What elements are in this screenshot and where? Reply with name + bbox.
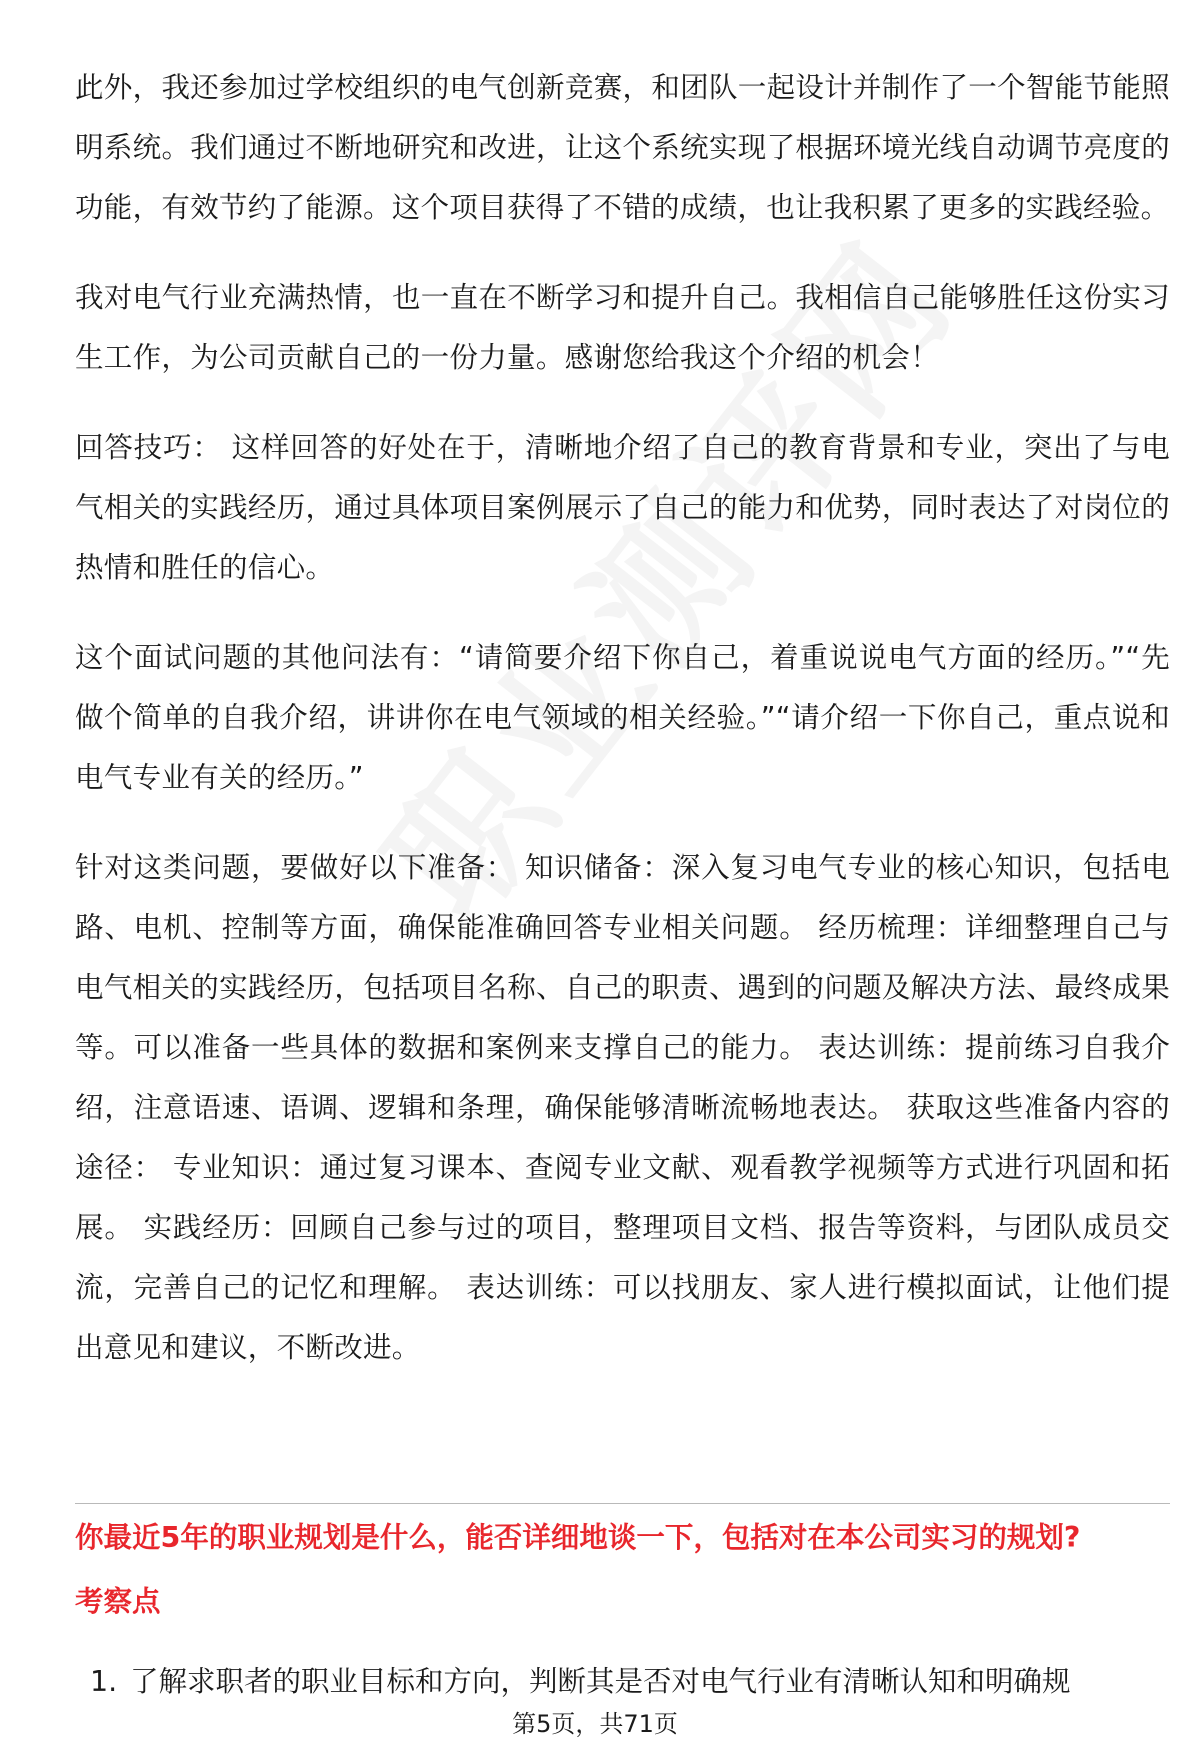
question-heading: 你最近5年的职业规划是什么，能否详细地谈一下，包括对在本公司实习的规划? [75,1521,1081,1554]
list-item-text: 了解求职者的职业目标和方向，判断其是否对电气行业有清晰认知和明确规 [130,1665,1071,1698]
page-footer: 第5页，共71页 [512,1710,678,1738]
section-label-assessment-points: 考察点 [75,1585,161,1618]
section-divider [75,1503,1170,1504]
list-item [90,1652,1170,1712]
paragraph-closing-statement: 我对电气行业充满热情，也一直在不断学习和提升自己。我相信自己能够胜任这份实习生工作，为公司贡献自己的一份力量。感谢您给我这个介绍的机会！ [75,281,1170,374]
paragraph-alternative-questions: 这个面试问题的其他问法有：“请简要介绍下你自己，着重说说电气方面的经历。”“先做个简单的自我介绍，讲讲你在电气领域的相关经验。”“请介绍一下你自己，重点说和电气专业有关的经历。” [75,641,1170,794]
paragraph-project-experience: 此外，我还参加过学校组织的电气创新竞赛，和团队一起设计并制作了一个智能节能照明系统。我们通过不断地研究和改进，让这个系统实现了根据环境光线自动调节亮度的功能，有效节约了能源。这个项目获得了不错的成绩，也让我积累了更多的实践经验。 [75,71,1170,224]
paragraph-answer-tips: 回答技巧： 这样回答的好处在于，清晰地介绍了自己的教育背景和专业，突出了与电气相关的实践经历，通过具体项目案例展示了自己的能力和优势，同时表达了对岗位的热情和胜任的信心。 [75,431,1170,584]
paragraph-preparation: 针对这类问题，要做好以下准备： 知识储备：深入复习电气专业的核心知识，包括电路、电机、控制等方面，确保能准确回答专业相关问题。 经历梳理：详细整理自己与电气相关的实践经历，包括项目名称、自己的职责、遇到的问题及解决方法、最终成果等。可以准备一些具体的数据和案例来支撑自己的能力。 表达训练：提前练习自我介绍，注意语速、语调、逻辑和条理，确保能够清晰流畅地表达。 获取这些准备内容的途径： 专业知识：通过复习课本、查阅专业文献、观看教学视频等方式进行巩固和拓展。 实践经历：回顾自己参与过的项目，整理项目文档、报告等资料，与团队成员交流，完善自己的记忆和理解。 表达训练：可以找朋友、家人进行模拟面试，让他们提出意见和建议，不断改进。 [75,851,1170,1364]
document-body [75,58,1170,1408]
list-item-number: 1. [90,1665,118,1698]
